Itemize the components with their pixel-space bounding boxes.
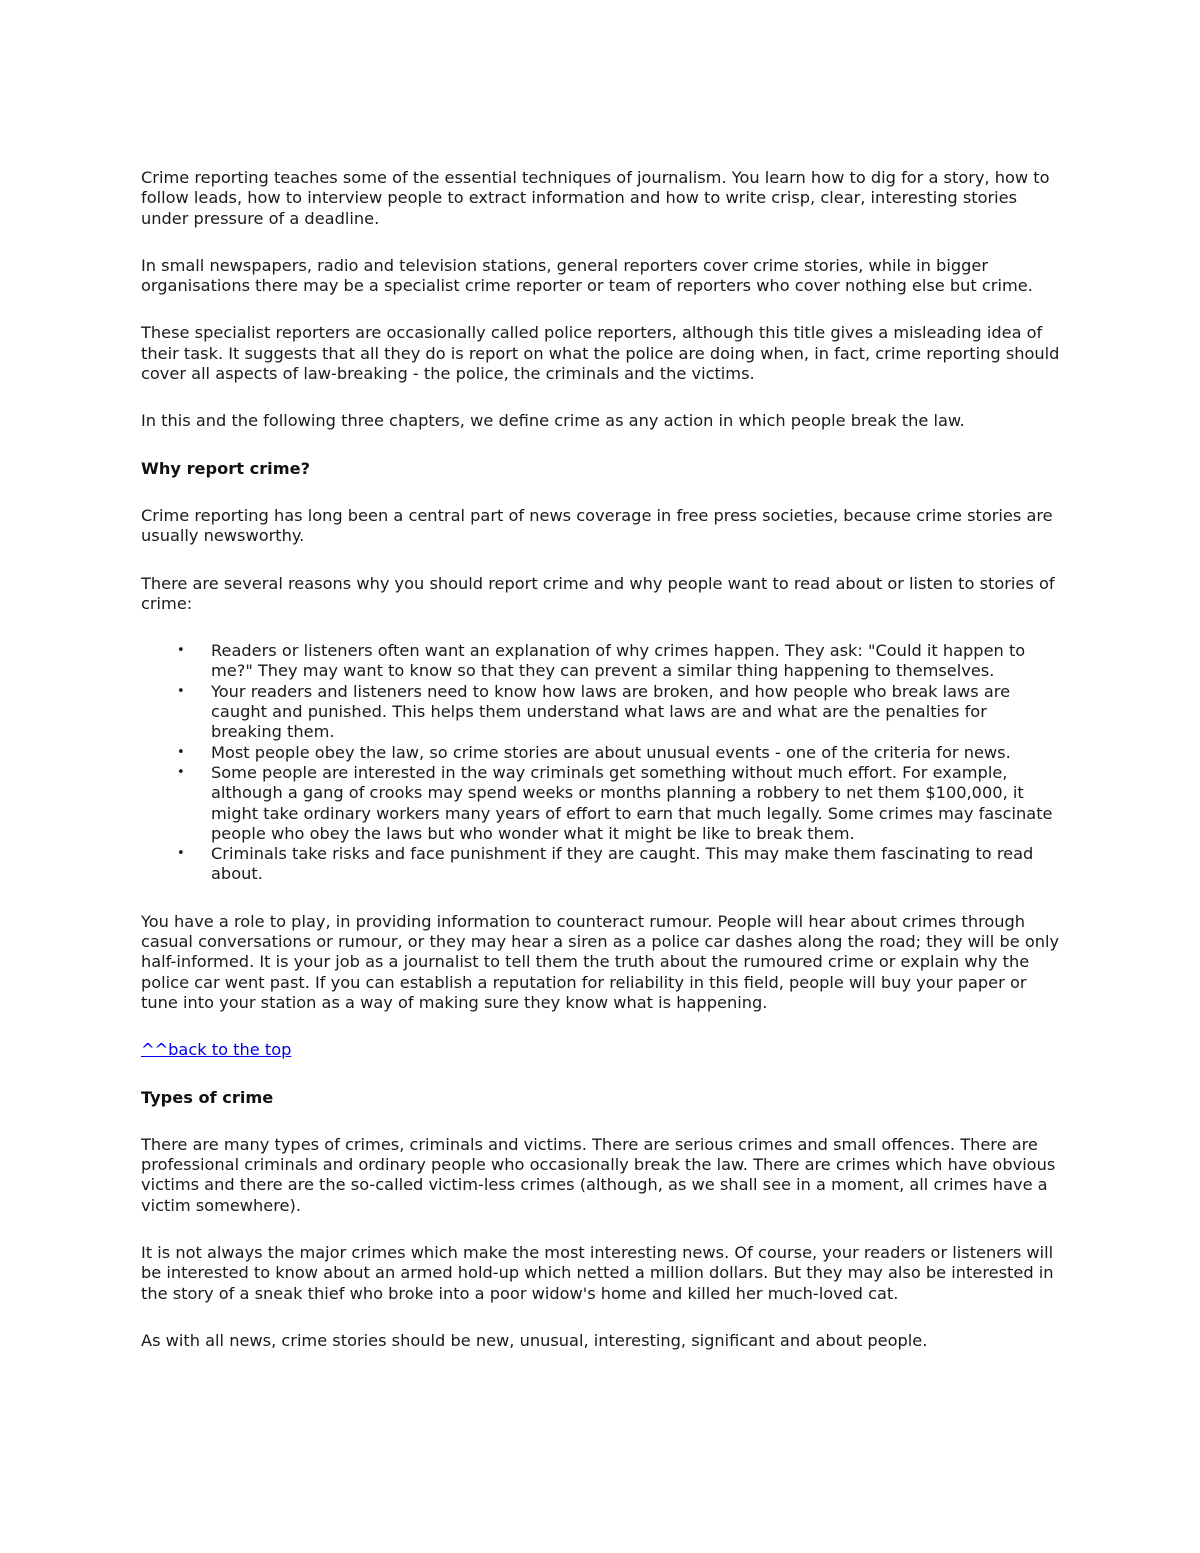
bullet-icon: • xyxy=(177,744,185,760)
why-report-crime-heading: Why report crime? xyxy=(141,458,310,478)
types-paragraph-3: As with all news, crime stories should be new, unusual, interesting, significant and about people. xyxy=(141,1330,928,1350)
back-to-top-link[interactable]: ^^back to the top xyxy=(141,1040,292,1060)
reasons-list xyxy=(141,641,1061,885)
list-item xyxy=(177,844,1061,885)
list-item-text: Your readers and listeners need to know how laws are broken, and how people who break laws are caught and punished. This helps them understand what laws are and what are the penalties for breaking them. xyxy=(211,681,1011,742)
list-item-text: Criminals take risks and face punishment if they are caught. This may make them fascinating to read about. xyxy=(211,844,1034,884)
list-item-text: Some people are interested in the way criminals get something without much effort. For example, although a gang of crooks may spend weeks or months planning a robbery to net them $100,000, it might take ordinary workers many years of effort to earn that much legally. Some crimes may fascinate people who obey the laws but who wonder what it might be like to break them. xyxy=(211,762,1053,843)
types-paragraph-1: There are many types of crimes, criminals and victims. There are serious crimes and small offences. There are professional criminals and ordinary people who occasionally break the law. There are crimes which have obvious victims and there are the so-called victim-less crimes (although, as we shall see in a moment, all crimes have a victim somewhere). xyxy=(141,1134,1056,1215)
list-item-text: Readers or listeners often want an explanation of why crimes happen. They ask: "Could it happen to me?" They may want to know so that they can prevent a similar thing happening to themselves. xyxy=(211,641,1026,681)
list-item xyxy=(177,762,1061,844)
list-item xyxy=(177,681,1061,743)
list-item-text: Most people obey the law, so crime stories are about unusual events - one of the criteria for news. xyxy=(211,742,1011,762)
intro-paragraph-4: In this and the following three chapters, we define crime as any action in which people break the law. xyxy=(141,411,965,431)
list-item xyxy=(177,742,1061,763)
types-paragraph-2: It is not always the major crimes which make the most interesting news. Of course, your readers or listeners will be interested to know about an armed hold-up which netted a million dollars. But they may also be interested in the story of a sneak thief who broke into a poor widow's home and killed her much-loved cat. xyxy=(141,1242,1054,1303)
bullet-icon: • xyxy=(177,846,185,862)
why-paragraph-2: There are several reasons why you should report crime and why people want to read about or listen to stories of crime: xyxy=(141,573,1055,613)
why-paragraph-3: You have a role to play, in providing information to counteract rumour. People will hear about crimes through casual conversations or rumour, or they may hear a siren as a police car dashes along the road; they will be only half-informed. It is your job as a journalist to tell them the truth about the rumoured crime or explain why the police car went past. If you can establish a reputation for reliability in this field, people will buy your paper or tune into your station as a way of making sure they know what is happening. xyxy=(141,911,1060,1012)
list-item xyxy=(177,641,1061,682)
intro-paragraph-2: In small newspapers, radio and television stations, general reporters cover crime stories, while in bigger organisations there may be a specialist crime reporter or team of reporters who cover nothing else but crime. xyxy=(141,255,1033,296)
bullet-icon: • xyxy=(177,643,185,659)
why-paragraph-1: Crime reporting has long been a central part of news coverage in free press societies, because crime stories are usually newsworthy. xyxy=(141,505,1053,546)
types-of-crime-heading: Types of crime xyxy=(141,1087,274,1107)
document-body xyxy=(141,168,1061,1378)
bullet-icon: • xyxy=(177,764,185,780)
bullet-icon: • xyxy=(177,683,185,699)
intro-paragraph-1: Crime reporting teaches some of the essential techniques of journalism. You learn how to dig for a story, how to follow leads, how to interview people to extract information and how to write crisp, clear, interesting stories under pressure of a deadline. xyxy=(141,168,1050,228)
intro-paragraph-3: These specialist reporters are occasionally called police reporters, although this title gives a misleading idea of their task. It suggests that all they do is report on what the police are doing when, in fact, crime reporting should cover all aspects of law-breaking - the police, the criminals and the victims. xyxy=(141,323,1060,384)
back-to-top-container xyxy=(141,1040,1061,1060)
